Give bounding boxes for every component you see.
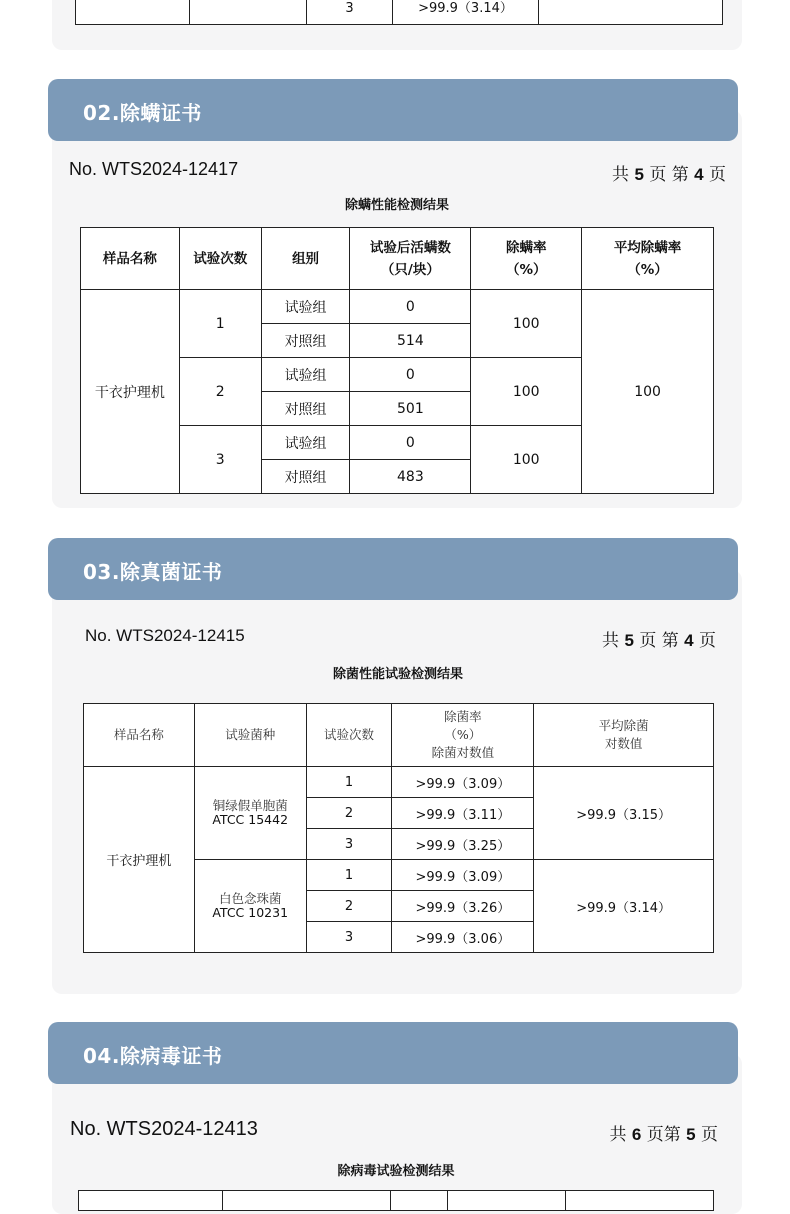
removal-rate-value: >99.9（3.11） bbox=[392, 798, 534, 829]
table-row bbox=[81, 290, 714, 324]
section-header-02 bbox=[48, 79, 738, 141]
sample-name: 干衣护理机 bbox=[84, 767, 195, 953]
column-header: 试验次数 bbox=[306, 704, 392, 767]
column-header: 平均除螨率 （%） bbox=[582, 228, 714, 290]
section-header-04 bbox=[48, 1022, 738, 1084]
column-header: 试验菌种 bbox=[194, 704, 306, 767]
table-title: 除病毒试验检测结果 bbox=[337, 1164, 455, 1179]
trial-number: 2 bbox=[306, 798, 392, 829]
group-label: 对照组 bbox=[261, 392, 350, 426]
average-log-value: >99.9（3.15） bbox=[534, 767, 714, 860]
trial-number: 3 bbox=[306, 829, 392, 860]
trial-number: 1 bbox=[306, 767, 392, 798]
trial-number: 3 bbox=[179, 426, 261, 494]
partial-trial-value: >99.9（3.14） bbox=[393, 0, 539, 25]
section-header-03 bbox=[48, 538, 738, 600]
sample-name: 干衣护理机 bbox=[81, 290, 180, 494]
column-header: 试验次数 bbox=[179, 228, 261, 290]
table-row bbox=[84, 767, 714, 798]
strain-name: 铜绿假单胞菌 ATCC 15442 bbox=[194, 767, 306, 860]
group-label: 试验组 bbox=[261, 426, 350, 460]
group-label: 对照组 bbox=[261, 324, 350, 358]
column-header: 除螨率 （%） bbox=[471, 228, 582, 290]
mite-count: 0 bbox=[350, 358, 471, 392]
group-label: 对照组 bbox=[261, 460, 350, 494]
mite-count: 0 bbox=[350, 426, 471, 460]
group-label: 试验组 bbox=[261, 358, 350, 392]
removal-rate: 100 bbox=[471, 426, 582, 494]
mite-count: 514 bbox=[350, 324, 471, 358]
table-title: 除菌性能试验检测结果 bbox=[332, 667, 463, 682]
mite-count: 0 bbox=[350, 290, 471, 324]
removal-rate-value: >99.9（3.26） bbox=[392, 891, 534, 922]
column-header: 样品名称 bbox=[84, 704, 195, 767]
table-title: 除螨性能检测结果 bbox=[344, 198, 449, 213]
section-title: 03.除真菌证书 bbox=[83, 560, 223, 584]
virus-removal-results-table bbox=[78, 1190, 714, 1211]
page-indicator: 共 5 页 第 4 页 bbox=[602, 631, 716, 651]
page-indicator: 共 6 页第 5 页 bbox=[609, 1125, 718, 1145]
partial-trial-no: 3 bbox=[307, 0, 393, 25]
partial-results-table bbox=[75, 0, 723, 25]
document-number: No. WTS2024-12415 bbox=[85, 626, 245, 645]
removal-rate-value: >99.9（3.06） bbox=[392, 922, 534, 953]
removal-rate: 100 bbox=[471, 358, 582, 426]
section-title: 02.除螨证书 bbox=[83, 101, 202, 125]
section-title: 04.除病毒证书 bbox=[83, 1044, 223, 1068]
trial-number: 1 bbox=[179, 290, 261, 358]
trial-number: 3 bbox=[306, 922, 392, 953]
trial-number: 2 bbox=[179, 358, 261, 426]
trial-number: 2 bbox=[306, 891, 392, 922]
column-header: 除菌率 （%） 除菌对数值 bbox=[392, 704, 534, 767]
average-log-value: >99.9（3.14） bbox=[534, 860, 714, 953]
mite-removal-results-table bbox=[80, 227, 714, 494]
mite-count: 501 bbox=[350, 392, 471, 426]
removal-rate-value: >99.9（3.09） bbox=[392, 767, 534, 798]
document-number: No. WTS2024-12417 bbox=[69, 159, 239, 179]
average-removal-rate: 100 bbox=[582, 290, 714, 494]
strain-name: 白色念珠菌 ATCC 10231 bbox=[194, 860, 306, 953]
column-header: 组别 bbox=[261, 228, 350, 290]
group-label: 试验组 bbox=[261, 290, 350, 324]
page-indicator: 共 5 页 第 4 页 bbox=[612, 165, 726, 185]
removal-rate: 100 bbox=[471, 290, 582, 358]
mite-count: 483 bbox=[350, 460, 471, 494]
column-header: 试验后活螨数 （只/块） bbox=[350, 228, 471, 290]
removal-rate-value: >99.9（3.09） bbox=[392, 860, 534, 891]
column-header: 平均除菌 对数值 bbox=[534, 704, 714, 767]
fungus-removal-results-table bbox=[83, 703, 714, 953]
removal-rate-value: >99.9（3.25） bbox=[392, 829, 534, 860]
document-number: No. WTS2024-12413 bbox=[70, 1118, 258, 1140]
column-header: 样品名称 bbox=[81, 228, 180, 290]
trial-number: 1 bbox=[306, 860, 392, 891]
